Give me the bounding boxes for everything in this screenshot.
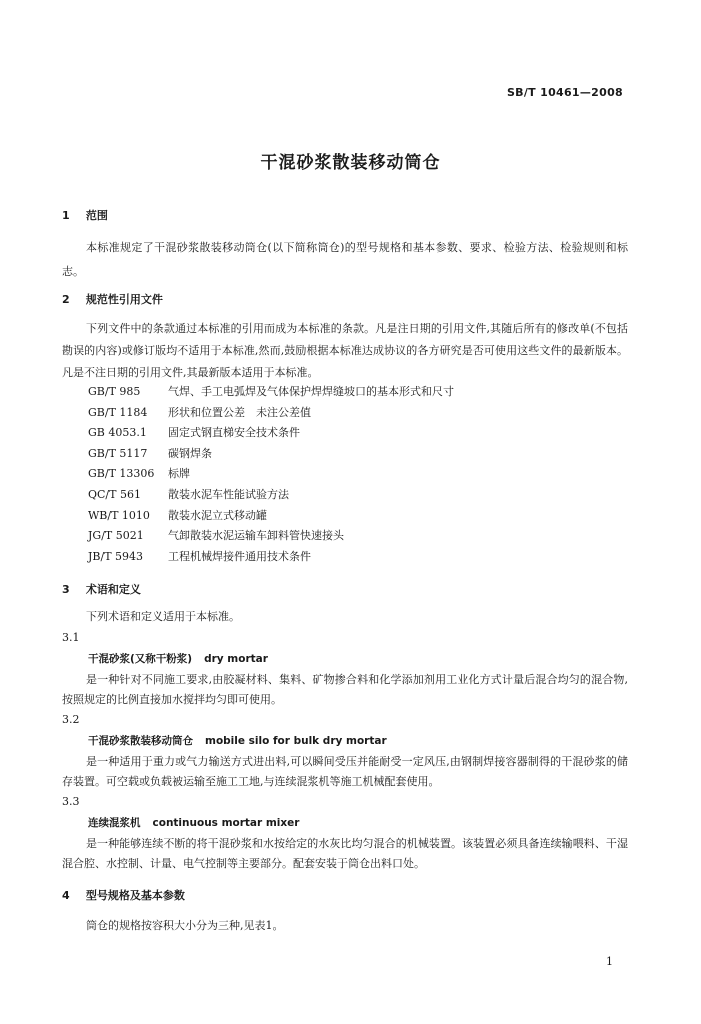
reference-item [88,423,608,444]
section-3 [62,578,628,874]
section-1 [62,204,628,284]
reference-title: 气卸散装水泥运输车卸料管快速接头 [168,529,344,543]
reference-code: JG/T 5021 [88,529,144,543]
reference-code: QC/T 561 [88,487,141,501]
section-2-heading [62,288,628,312]
reference-code: GB/T 1184 [88,405,148,419]
term-title-en: mobile silo for bulk dry mortar [205,735,387,747]
reference-title: 散装水泥立式移动罐 [168,508,267,522]
reference-title: 标牌 [168,467,190,481]
reference-item [88,444,608,465]
reference-item [88,382,608,403]
reference-title: 气焊、手工电弧焊及气体保护焊焊缝坡口的基本形式和尺寸 [168,385,454,398]
reference-code: WB/T 1010 [88,508,150,522]
section-2-paragraph: 下列文件中的条款通过本标准的引用而成为本标准的条款。凡是注日期的引用文件,其随后所有的修改单(不包括勘误的内容)或修订版均不适用于本标准,然而,鼓励根据本标准达成协议的各方研究是否可使用这些文件的最新版本。凡是不注日期的引用文件,其最新版本适用于本标准。 [62,322,628,379]
term-definition: 是一种适用于重力或气力输送方式进出料,可以瞬间受压并能耐受一定风压,由钢制焊接容器制得的干混砂浆的储存装置。可空载或负载被运输至施工工地,与连续混浆机等施工机械配套使用。 [62,755,628,788]
page-number: 1 [606,955,613,968]
term-definition: 是一种能够连续不断的将干混砂浆和水按给定的水灰比均匀混合的机械装置。该装置必须具备连续输喂料、干湿混合腔、水控制、计量、电气控制等主要部分。配套安装于筒仓出料口处。 [62,837,628,870]
section-1-paragraph: 本标准规定了干混砂浆散装移动筒仓(以下简称筒仓)的型号规格和基本参数、要求、检验方法、检验规则和标志。 [62,241,628,278]
section-2 [62,288,628,384]
section-4-number: 4 [62,889,70,902]
reference-title: 工程机械焊接件通用技术条件 [168,549,311,563]
reference-title: 散装水泥车性能试验方法 [168,487,289,501]
reference-item [88,526,608,547]
reference-title: 形状和位置公差 未注公差值 [168,405,311,419]
term-title [62,730,628,752]
section-3-number: 3 [62,583,70,596]
term-title-cn: 连续混浆机 [88,817,141,829]
reference-code: GB/T 985 [88,385,141,398]
section-1-heading [62,204,628,228]
section-1-number: 1 [62,209,70,222]
section-4-title: 型号规格及基本参数 [85,889,185,902]
section-2-title: 规范性引用文件 [85,293,163,306]
term-number: 3.1 [62,631,80,644]
term-title-en: dry mortar [204,653,268,665]
section-4-paragraph: 筒仓的规格按容积大小分为三种,见表1。 [86,919,284,932]
section-1-title: 范围 [85,209,108,222]
term-title-en: continuous mortar mixer [152,817,300,829]
term-title [62,812,628,834]
section-3-intro: 下列术语和定义适用于本标准。 [86,610,240,623]
term-number: 3.2 [62,713,80,726]
reference-title: 碳钢焊条 [168,446,212,460]
section-2-number: 2 [62,293,70,306]
reference-code: GB 4053.1 [88,426,147,440]
normative-reference-list [88,382,608,567]
reference-item [88,506,608,527]
reference-code: GB/T 5117 [88,446,148,460]
section-4-heading [62,884,628,908]
reference-title: 固定式钢直梯安全技术条件 [168,426,300,440]
reference-code: GB/T 13306 [88,467,155,481]
reference-code: JB/T 5943 [88,549,144,563]
reference-item [88,485,608,506]
term-title-cn: 干混砂浆(又称干粉浆) [88,653,193,665]
section-3-title: 术语和定义 [85,583,141,596]
document-title: 干混砂浆散装移动筒仓 [260,153,441,173]
term-title-cn: 干混砂浆散装移动筒仓 [88,735,193,747]
term-number: 3.3 [62,795,80,808]
term-title [62,648,628,670]
section-4 [62,884,628,938]
term-definition: 是一种针对不同施工要求,由胶凝材料、集料、矿物掺合料和化学添加剂用工业化方式计量后混合均匀的混合物,按照规定的比例直接加水搅拌均匀即可使用。 [62,673,628,706]
reference-item [88,547,608,568]
standard-code: SB/T 10461—2008 [506,86,623,99]
reference-item [88,464,608,485]
reference-item [88,403,608,424]
section-3-heading [62,578,628,602]
